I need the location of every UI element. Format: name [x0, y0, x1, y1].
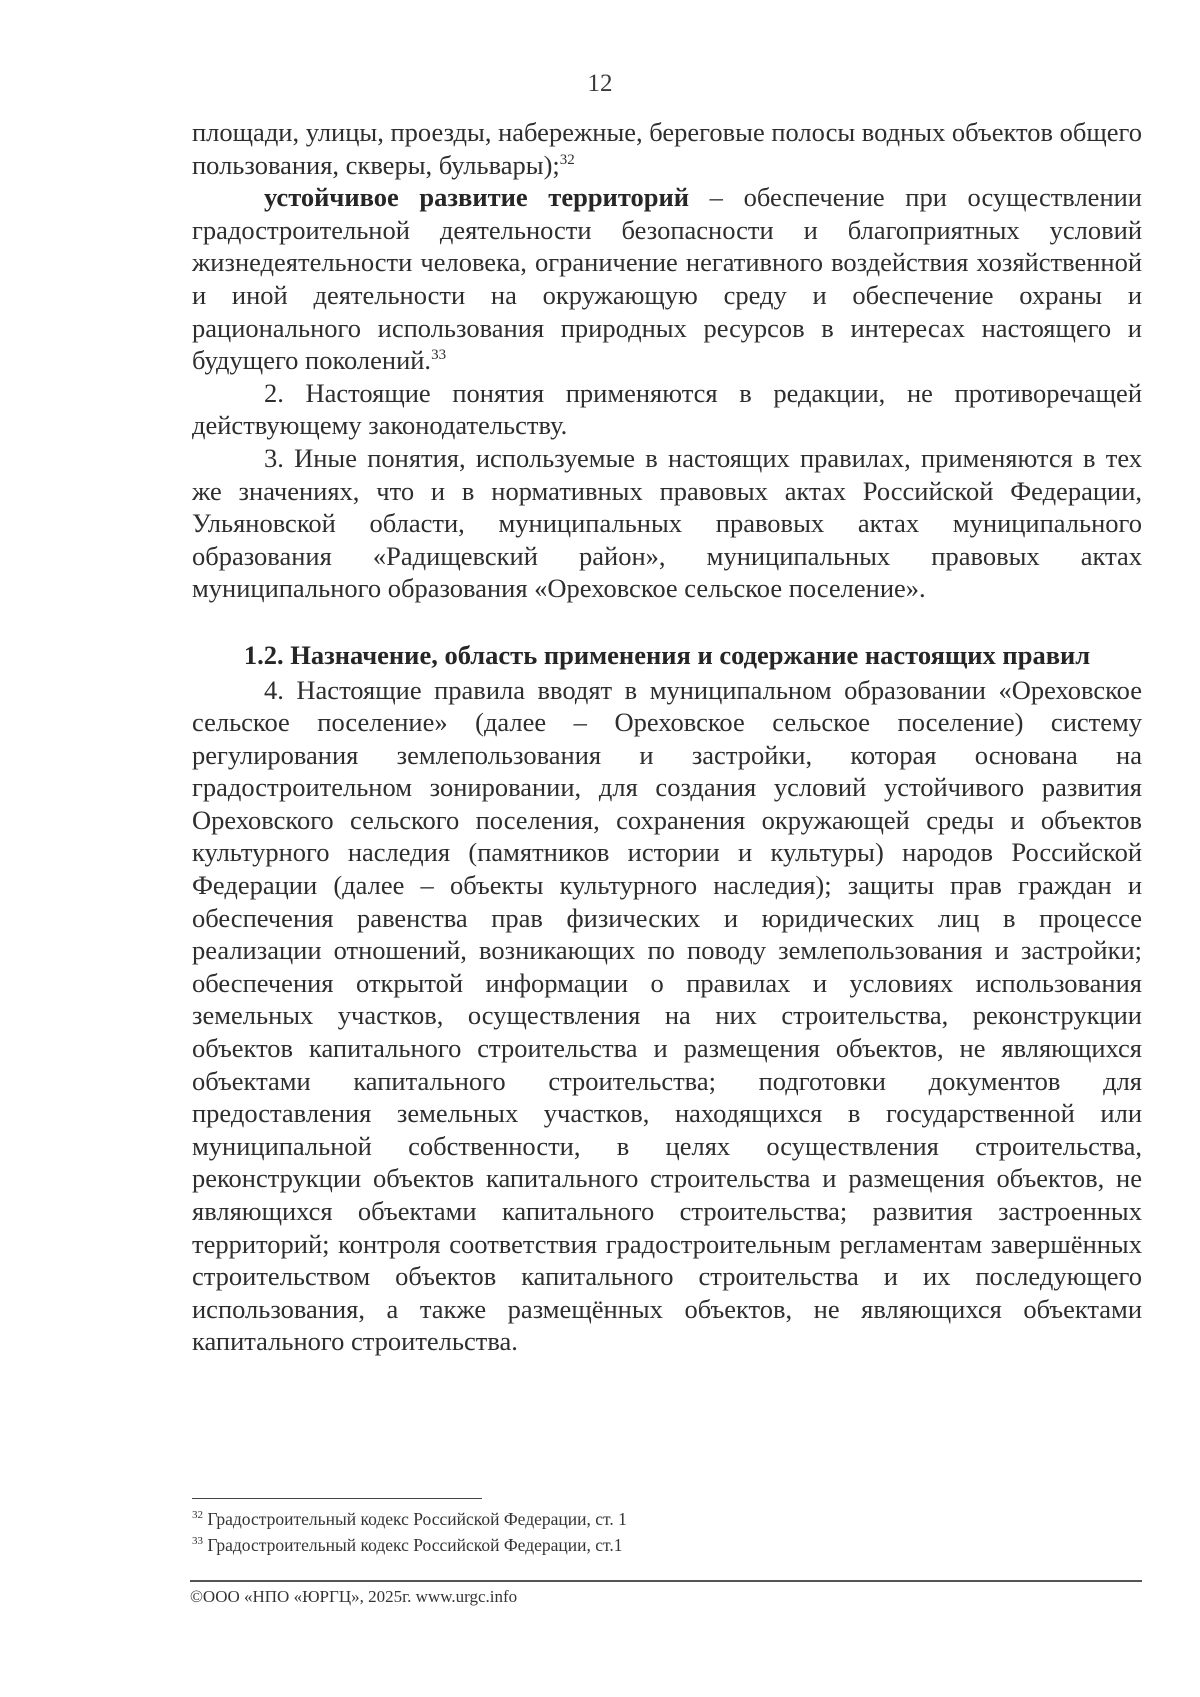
- section-heading: 1.2. Назначение, область применения и содержание настоящих правил: [243, 639, 1091, 670]
- document-body: [192, 116, 1142, 1358]
- footnote-item: [192, 1506, 1142, 1532]
- footnote-text: Градостроительный кодекс Российской Федерации, ст. 1: [203, 1509, 627, 1529]
- footnotes: [192, 1506, 1142, 1558]
- clause-3: 3. Иные понятия, используемые в настоящих правилах, применяются в тех же значениях, что и в нормативных правовых актах Российской Федерации, Ульяновской области, муниципальных правовых актах муниципального образования «Радищевский район», муниципальных правовых актах муниципального образования «Ореховское сельское поселение».: [192, 442, 1142, 604]
- footnote-item: [192, 1532, 1142, 1558]
- footnote-number: 32: [192, 1509, 203, 1522]
- footnote-ref[interactable]: 33: [431, 347, 447, 364]
- footer-divider: [190, 1580, 1142, 1582]
- footnote-separator: [192, 1498, 482, 1499]
- paragraph-continuation: [192, 116, 1142, 181]
- paragraph-text: площади, улицы, проезды, набережные, береговые полосы водных объектов общего пользования, скверы, бульвары);: [192, 117, 1142, 180]
- footnote-ref[interactable]: 32: [559, 151, 575, 168]
- footer-copyright: ©ООО «НПО «ЮРГЦ», 2025г. www.urgc.info: [190, 1587, 518, 1606]
- clause-2: 2. Настоящие понятия применяются в редакции, не противоречащей действующему законодательству.: [192, 377, 1142, 441]
- footnote-number: 33: [192, 1535, 203, 1548]
- footnote-text: Градостроительный кодекс Российской Федерации, ст.1: [203, 1535, 623, 1555]
- definition-text: – обеспечение при осуществлении градостроительной деятельности безопасности и благоприятных условий жизнедеятельности человека, ограничение негативного воздействия хозяйственной и иной деятельности на окружающую среду и обеспечение охраны и рационального использования природных ресурсов в интересах настоящего и будущего поколений.: [192, 182, 1142, 376]
- clause-4: 4. Настоящие правила вводят в муниципальном образовании «Ореховское сельское поселение» (далее – Ореховское сельское поселение) систему регулирования землепользования и застройки, которая основана на градостроительном зонировании, для создания условий устойчивого развития Ореховского сельского поселения, сохранения окружающей среды и объектов культурного наследия (памятников истории и культуры) народов Российской Федерации (далее – объекты культурного наследия); защиты прав граждан и обеспечения равенства прав физических и юридических лиц в процессе реализации отношений, возникающих по поводу землепользования и застройки; обеспечения открытой информации о правилах и условиях использования земельных участков, осуществления на них строительства, реконструкции объектов капитального строительства и размещения объектов, не являющихся объектами капитального строительства; подготовки документов для предоставления земельных участков, находящихся в государственной или муниципальной собственности, в целях осуществления строительства, реконструкции объектов капитального строительства и размещения объектов, не являющихся объектами капитального строительства; развития застроенных территорий; контроля соответствия градостроительным регламентам завершённых строительством объектов капитального строительства и их последующего использования, а также размещённых объектов, не являющихся объектами капитального строительства.: [192, 674, 1142, 1357]
- definition-paragraph: [192, 181, 1142, 377]
- defined-term: устойчивое развитие территорий: [264, 182, 690, 213]
- page-number: 12: [587, 70, 613, 97]
